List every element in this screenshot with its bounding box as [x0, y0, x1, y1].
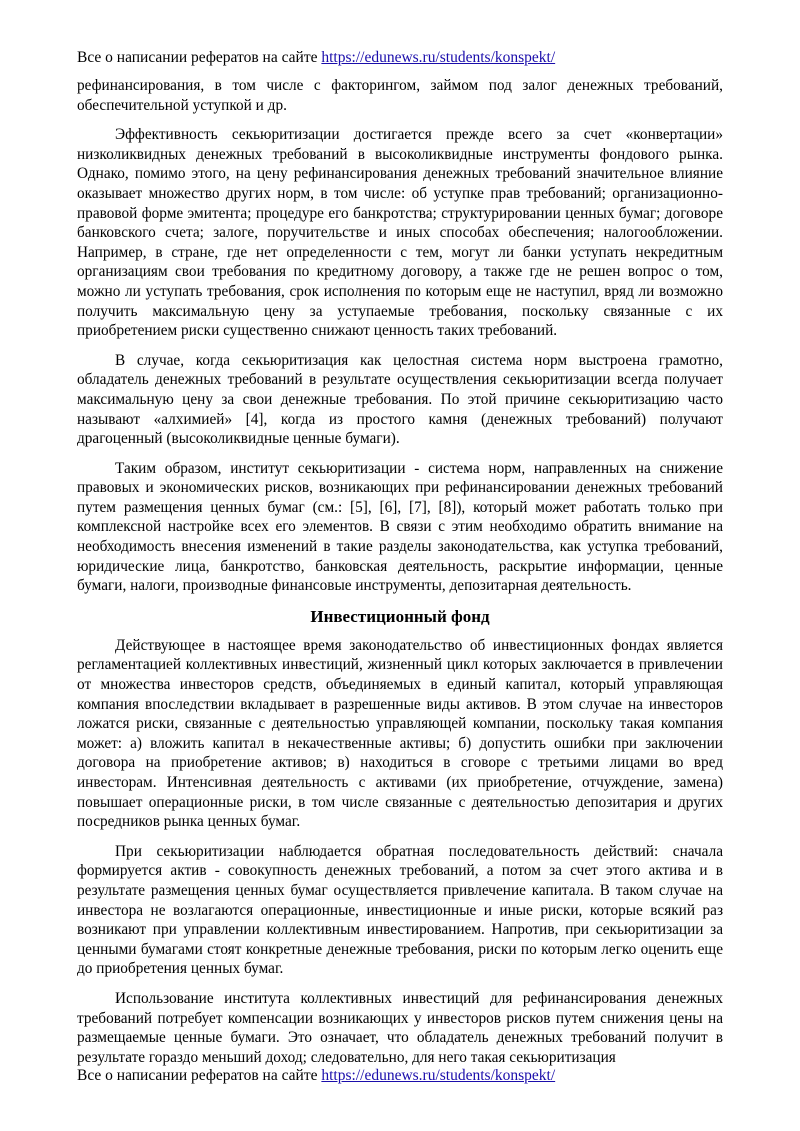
paragraph-continuation: рефинансирования, в том числе с факторингом, займом под залог денежных требований, обеспечительной уступкой и др. — [77, 77, 723, 114]
footer-link[interactable]: https://edunews.ru/students/konspekt/ — [321, 1067, 556, 1084]
paragraph-alchemy: В случае, когда секьюритизация как целостная система норм выстроена грамотно, обладатель денежных требований в результате осуществления секьюритизации всегда получает максимальную цену за свои денежные требования. По этой причине секьюритизацию часто называют «алхимией» [4], когда из простого камня (денежных требований) получают драгоценный (высоколиквидные ценные бумаги). — [77, 351, 723, 448]
paragraph-reverse-sequence: При секьюритизации наблюдается обратная последовательность действий: сначала формируется актив - совокупность денежных требований, а потом за счет этого актива и в результате размещения ценных бумаг осуществляется привлечение капитала. В таком случае на инвестора не возлагаются операционные, инвестиционные и иные риски, которые всякий раз возникают при управлении коллективным инвестированием. Напротив, при секьюритизации за ценными бумагами стоят конкретные денежные требования, риски по которым легко оценить еще до приобретения ценных бумаг. — [77, 842, 723, 978]
document-body — [77, 76, 723, 1077]
footer-text: Все о написании рефератов на сайте — [77, 1067, 318, 1084]
header-text: Все о написании рефератов на сайте — [77, 49, 318, 66]
paragraph-investment-fund-law: Действующее в настоящее время законодательство об инвестиционных фондах является регламентацией коллективных инвестиций, жизненный цикл которых заключается в привлечении от множества инвесторов средств, объединяемых в единый капитал, который управляющая компания впоследствии вкладывает в разрешенные виды активов. В этом случае на инвесторов ложатся риски, связанные с деятельностью управляющей компании, поскольку такая компания может: а) вложить капитал в некачественные активы; б) допустить ошибки при заключении договора на приобретение активов; в) находиться в сговоре с третьими лицами во вред инвесторам. Интенсивная деятельность с активами (их приобретение, отчуждение, замена) повышает операционные риски, в том числе связанные с деятельностью депозитария и других посредников рынка ценных бумаг. — [77, 636, 723, 831]
paragraph-institute-summary: Таким образом, институт секьюритизации - система норм, направленных на снижение правовых и экономических рисков, возникающих при рефинансировании денежных требований путем размещения ценных бумаг (см.: [5], [6], [7], [8]), который может работать только при комплексной настройке всех его элементов. В связи с этим необходимо обратить внимание на необходимость внесения изменений в такие разделы законодательства, как уступка требований, юридические лица, банкротство, банковская деятельность, раскрытие информации, ценные бумаги, налоги, производные финансовые инструменты, депозитарная деятельность. — [77, 459, 723, 595]
page-footer — [77, 1066, 737, 1086]
paragraph-collective-investments: Использование института коллективных инвестиций для рефинансирования денежных требований потребует компенсации возникающих у инвесторов рисков путем снижения цены на размещаемые ценные бумаги. Это означает, что обладатель денежных требований получит в результате гораздо меньший доход; следовательно, для него такая секьюритизация — [77, 989, 723, 1066]
paragraph-securitization-efficiency: Эффективность секьюритизации достигается прежде всего за счет «конвертации» низколиквидных денежных требований в высоколиквидные инструменты фондового рынка. Однако, помимо этого, на цену рефинансирования денежных требований значительное влияние оказывает множество других норм, в том числе: об уступке прав требований; организационно-правовой форме эмитента; процедуре его банкротства; структурировании ценных бумаг; договоре банковского счета; залоге, поручительстве и иных способах обеспечения; налогообложении. Например, в стране, где нет определенности с тем, могут ли банки уступать некредитным организациям свои требования по кредитному договору, а также где не решен вопрос о том, можно ли уступать требования, срок исполнения по которым еще не наступил, вряд ли возможно получить максимальную цену за уступаемые требования, поскольку связанные с их приобретением риски существенно снижают ценность таких требований. — [77, 126, 723, 340]
page-header — [77, 48, 737, 68]
section-heading: Инвестиционный фонд — [310, 606, 490, 626]
header-link[interactable]: https://edunews.ru/students/konspekt/ — [321, 49, 556, 66]
